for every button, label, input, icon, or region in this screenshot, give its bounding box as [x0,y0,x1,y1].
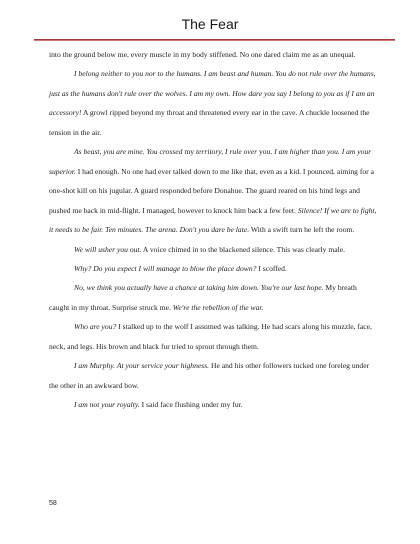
paragraph [49,240,378,259]
text-segment: I scoffed. [256,263,287,273]
text-segment-italic: No, we think you actually have a chance at taking him down. You're our last hope. [74,283,324,293]
text-segment-italic: We will usher you out. [74,244,142,254]
page-header-title: The Fear [181,16,239,32]
text-segment: I stalked up to the wolf I assumed was talking. He had scars along his muzzle, face, neck, and legs. His brown and black fur tried to sprout through them. [49,322,372,351]
paragraph [49,45,378,64]
text-segment-italic: As beast, you are mine. You crossed [74,147,183,157]
paragraph [49,278,378,317]
paragraph [49,142,378,239]
text-segment-italic: territory, I rule over [195,147,258,157]
text-segment-italic: Why? Do you expect I will manage to blow the place down? [74,263,257,273]
text-segment-italic: We're the rebellion of the war. [172,302,264,312]
text-segment: A growl ripped beyond my throat and threatened every ear in the cave. A chuckle loosened the tension in the air. [49,108,370,137]
header-rule [34,39,395,41]
text-segment-italic: I am not your royalty. [74,400,140,410]
text-segment: you. [257,147,275,157]
paragraph [49,356,378,395]
body-text [49,45,378,415]
text-segment: He and his other followers tucked one foreleg under the other in an awkward bow. [49,361,370,390]
paragraph [49,395,378,414]
paragraph [49,64,378,142]
text-segment: With a swift turn he left the room. [249,225,355,235]
text-segment: A voice chimed in to the blackened silence. This was clearly male. [141,244,345,254]
text-segment-italic: Silence! If we are to fight, it needs to be fair. Ten minutes. The arena. Don't you dare be late. [49,205,377,235]
page-number: 58 [49,500,57,507]
text-segment: I said face flushing under my fur. [139,400,243,410]
text-segment-italic: I am higher than you. I am your superior. [49,147,372,176]
text-segment-italic: I am Murphy. At your service your highness. [74,361,210,371]
paragraph [49,317,378,356]
text-segment-italic: I belong neither to you nor to the humans. I am beast and human. You do not rule over the humans, just as the humans don't rule over the wolves. I am my own. How dare you say I belong to you as if I am an accessory! [49,69,376,118]
text-segment-italic: Who are you? [74,322,117,332]
text-segment: My breath caught in my throat. Surprise struck me. [49,283,357,312]
text-segment: into the ground below me, every muscle in my body stiffened. No one dared claim me as an unequal. [49,50,356,59]
paragraph [49,259,378,278]
text-segment: my [182,147,196,157]
text-segment: I had enough. No one had ever talked down to me like that, even as a kid. I pounced, aiming for a one-shot kill on his jugular. A guard responded before Donahue. The guard reared on his hind legs and pushed me back in mid-flight. I managed, however to knock him back a few feet. [49,166,374,215]
